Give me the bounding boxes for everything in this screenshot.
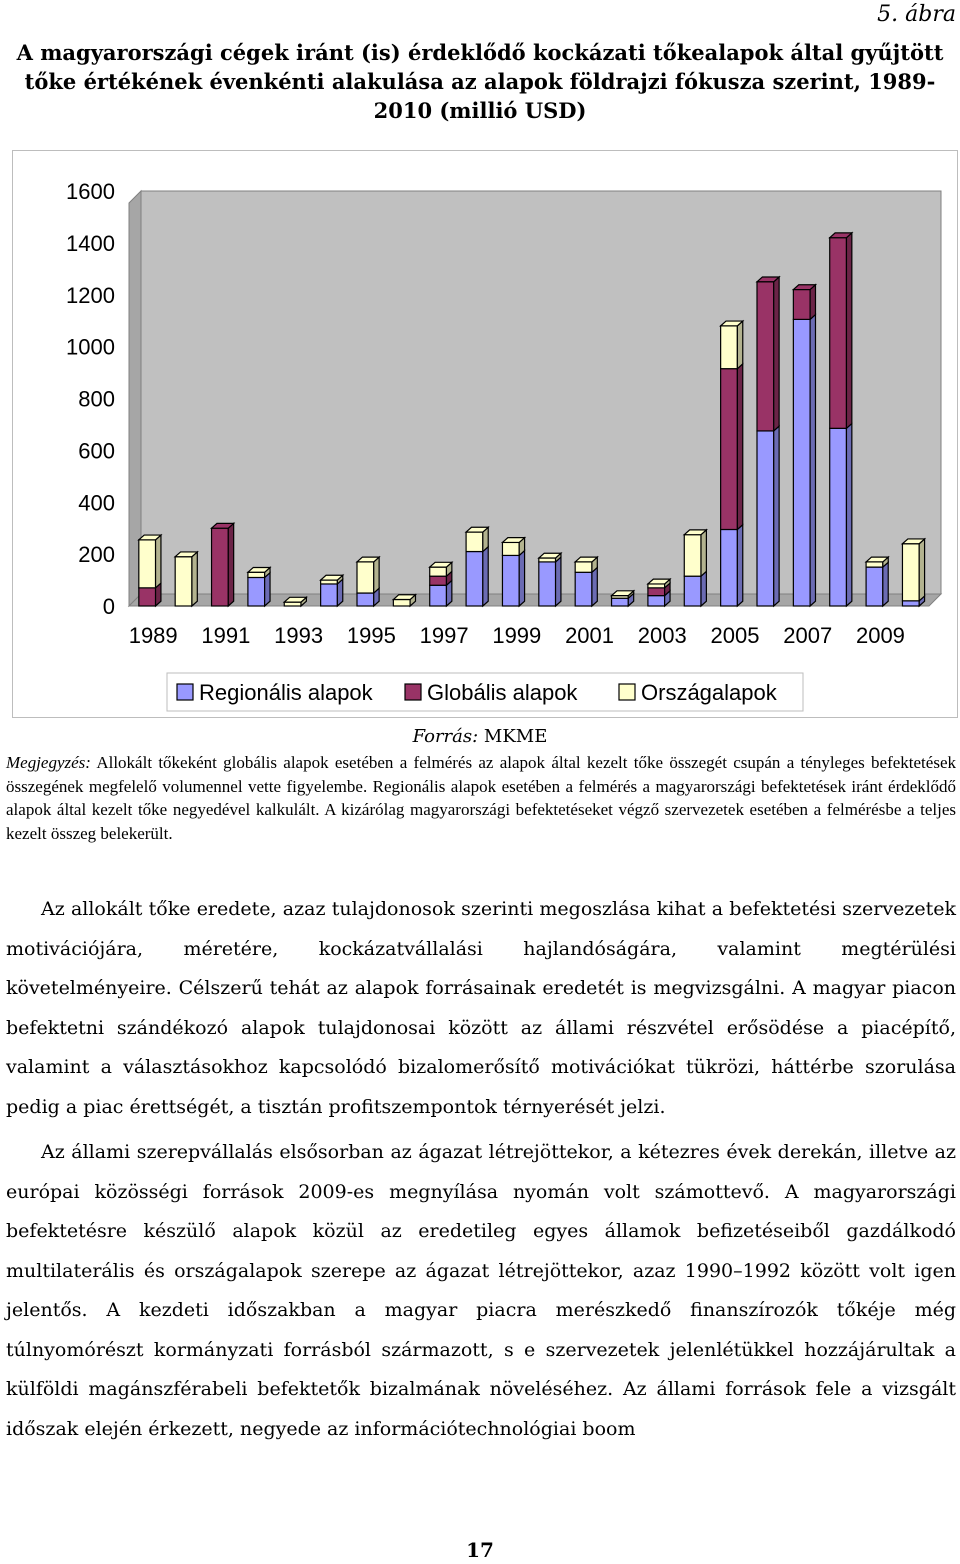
bar-segment xyxy=(502,551,524,606)
bar-side xyxy=(810,315,815,606)
bar-segment xyxy=(866,562,888,606)
x-tick-label: 2001 xyxy=(565,623,615,648)
bar-side xyxy=(228,523,233,606)
bar-front xyxy=(866,562,883,567)
y-tick-label: 1400 xyxy=(66,230,115,256)
bar-segment xyxy=(575,567,597,606)
y-tick-label: 800 xyxy=(78,386,115,412)
x-tick-label: 1999 xyxy=(492,623,542,648)
source-line xyxy=(0,726,960,747)
bar-segment xyxy=(721,525,743,606)
bar-segment xyxy=(539,557,561,606)
bar-side xyxy=(774,277,779,431)
bar-front xyxy=(430,567,447,576)
y-tick-label: 1200 xyxy=(66,282,115,308)
bar-front xyxy=(139,540,156,588)
bar-front xyxy=(830,238,847,429)
y-tick-label: 0 xyxy=(102,594,115,619)
x-tick-label: 2003 xyxy=(637,623,687,648)
y-tick-label: 1000 xyxy=(66,334,115,360)
bar-segment xyxy=(721,364,743,530)
y-tick-label: 400 xyxy=(78,490,115,516)
bar-side xyxy=(919,539,924,601)
paragraph-2: Az állami szerepvállalás elsősorban az ágazat létrejöttekor, a kétezres évek derekán, illetve az európai közösségi források 2009-es megnyílása nyomán volt számottevő. A magyarországi befektetésre készülő alapok közül az eredetileg egyes államok befizetéseiből gazdálkodó multilaterális és országalapok szerepe az ágazat létrejöttekor, azaz 1990–1992 között volt igen jelentős. A kezdeti időszakban a magyar piacra merészkedő finanszírozók tőkéje még túlnyomórészt kormányzati forrásból származott, s e szervezetek jelenlétükkel hozzájárultak a külföldi magánszférabeli befektetők bizalmának növeléséhez. Az állami források fele a vizsgált időszak elején érkezett, negyede az információtechnológiai boom xyxy=(6,1141,956,1440)
legend-label: Országalapok xyxy=(641,680,777,705)
bar-front xyxy=(393,600,410,606)
bar-side xyxy=(592,567,597,606)
paragraph-1: Az allokált tőke eredete, azaz tulajdonosok szerinti megoszlása kihat a befektetési szervezetek motivációjára, méretére, kockázatvállalási hajlandóságára, valamint megtérülési követelményeire. Célszerű tehát az alapok forrásainak eredetét is megvizsgálni. A magyar piacon befektetni szándékozó alapok tulajdonosai között az állami részvétel erősödése a piacépítő, valamint a választásokhoz kapcsolódó bizalomerősítő motivációkat tükrözi, háttérbe szorulása pedig a piac érettségét, a tisztán profitszempontok térnyerését jelzi. xyxy=(6,898,956,1118)
bar-segment xyxy=(902,539,924,601)
bar-side xyxy=(846,233,851,428)
bar-front xyxy=(902,601,919,606)
x-tick-label: 2005 xyxy=(710,623,760,648)
note-text: Allokált tőkeként globális alapok esetében a felmérés az alapok által kezelt tőke összegét csupán a tényleges befektetések összegének megfelelő volumennel vette figyelembe. Regionális alapok esetében a felmérés a magyarországi befektetések iránt érdeklődő alapok által kezelt tőke negyedével kalkulált. A kizárólag magyarországi befektetéseket végző szervezetek esetében a felmérésbe a teljes kezelt összeg belekerült. xyxy=(6,753,956,843)
x-tick-label: 1989 xyxy=(128,623,178,648)
bar-side xyxy=(810,285,815,320)
bar-side xyxy=(156,535,161,588)
bar-side xyxy=(701,530,706,576)
x-tick-label: 1991 xyxy=(201,623,251,648)
bar-front xyxy=(321,584,338,606)
bar-front xyxy=(430,576,447,585)
bar-front xyxy=(212,528,229,606)
bar-segment xyxy=(684,530,706,576)
bar-front xyxy=(248,577,265,606)
bar-front xyxy=(830,428,847,606)
bar-segment xyxy=(757,277,779,431)
bar-segment xyxy=(466,547,488,606)
y-tick-label: 1600 xyxy=(66,179,115,204)
bar-side xyxy=(192,552,197,606)
bar-side xyxy=(737,525,742,606)
bar-side xyxy=(374,557,379,593)
x-tick-label: 1993 xyxy=(274,623,324,648)
bar-front xyxy=(793,290,810,320)
bar-front xyxy=(757,282,774,431)
bar-front xyxy=(139,588,156,606)
bar-front xyxy=(175,557,192,606)
bar-side xyxy=(883,562,888,606)
body-text xyxy=(6,890,956,1455)
bar-side xyxy=(846,424,851,606)
bar-front xyxy=(466,552,483,606)
y-axis xyxy=(66,179,115,619)
note-label: Megjegyzés: xyxy=(6,753,91,772)
bar-front xyxy=(357,593,374,606)
bar-front xyxy=(357,562,374,593)
bar-front xyxy=(466,532,483,551)
chart-container xyxy=(12,150,958,718)
y-tick-label: 200 xyxy=(78,542,115,568)
bar-front xyxy=(721,326,738,369)
bar-segment xyxy=(139,535,161,588)
figure-note xyxy=(6,751,956,845)
bar-front xyxy=(648,588,665,596)
bar-front xyxy=(430,585,447,606)
bar-segment xyxy=(830,424,852,606)
bar-side xyxy=(737,364,742,530)
source-label: Forrás: xyxy=(412,726,479,747)
bar-segment xyxy=(830,233,852,428)
figure-number: 5. ábra xyxy=(877,2,956,27)
bar-side xyxy=(737,321,742,369)
legend-swatch xyxy=(177,684,193,700)
bar-side xyxy=(556,557,561,606)
bar-front xyxy=(793,319,810,606)
legend-swatch xyxy=(619,684,635,700)
bar-segment xyxy=(175,552,197,606)
bar-front xyxy=(612,598,629,606)
stacked-bar-chart xyxy=(13,151,957,717)
bar-front xyxy=(866,567,883,606)
bar-side xyxy=(265,573,270,606)
x-tick-label: 2007 xyxy=(783,623,833,648)
x-tick-label: 1997 xyxy=(419,623,469,648)
bar-front xyxy=(902,544,919,601)
legend-swatch xyxy=(405,684,421,700)
page-number: 17 xyxy=(466,1538,494,1562)
bar-side xyxy=(519,551,524,606)
bar-side xyxy=(701,571,706,606)
figure-title: A magyarországi cégek iránt (is) érdeklődő kockázati tőkealapok által gyűjtött tőke értékének évenkénti alakulása az alapok földrajzi fókusza szerint, 1989-2010 (millió USD) xyxy=(16,40,944,123)
bar-front xyxy=(648,596,665,606)
plot-area xyxy=(129,191,941,606)
plot-back-wall xyxy=(141,191,941,594)
bar-side xyxy=(483,547,488,606)
x-tick-label: 2009 xyxy=(855,623,905,648)
bar-front xyxy=(248,572,265,577)
bar-front xyxy=(502,555,519,606)
bar-front xyxy=(684,535,701,577)
bar-front xyxy=(721,529,738,606)
bar-front xyxy=(757,431,774,606)
bar-front xyxy=(721,369,738,530)
y-tick-label: 600 xyxy=(78,438,115,464)
bar-front xyxy=(502,542,519,555)
bar-front xyxy=(684,576,701,606)
bar-segment xyxy=(793,315,815,606)
x-axis xyxy=(129,623,905,648)
bar-front xyxy=(575,562,592,572)
legend-label: Globális alapok xyxy=(427,680,578,705)
source-value: MKME xyxy=(478,726,548,747)
bar-segment xyxy=(721,321,743,369)
legend-label: Regionális alapok xyxy=(199,680,373,705)
legend xyxy=(167,673,803,711)
bar-side xyxy=(774,426,779,606)
bar-front xyxy=(575,572,592,606)
bar-segment xyxy=(212,523,234,606)
bar-front xyxy=(539,562,556,606)
bar-segment xyxy=(757,426,779,606)
x-tick-label: 1995 xyxy=(346,623,396,648)
